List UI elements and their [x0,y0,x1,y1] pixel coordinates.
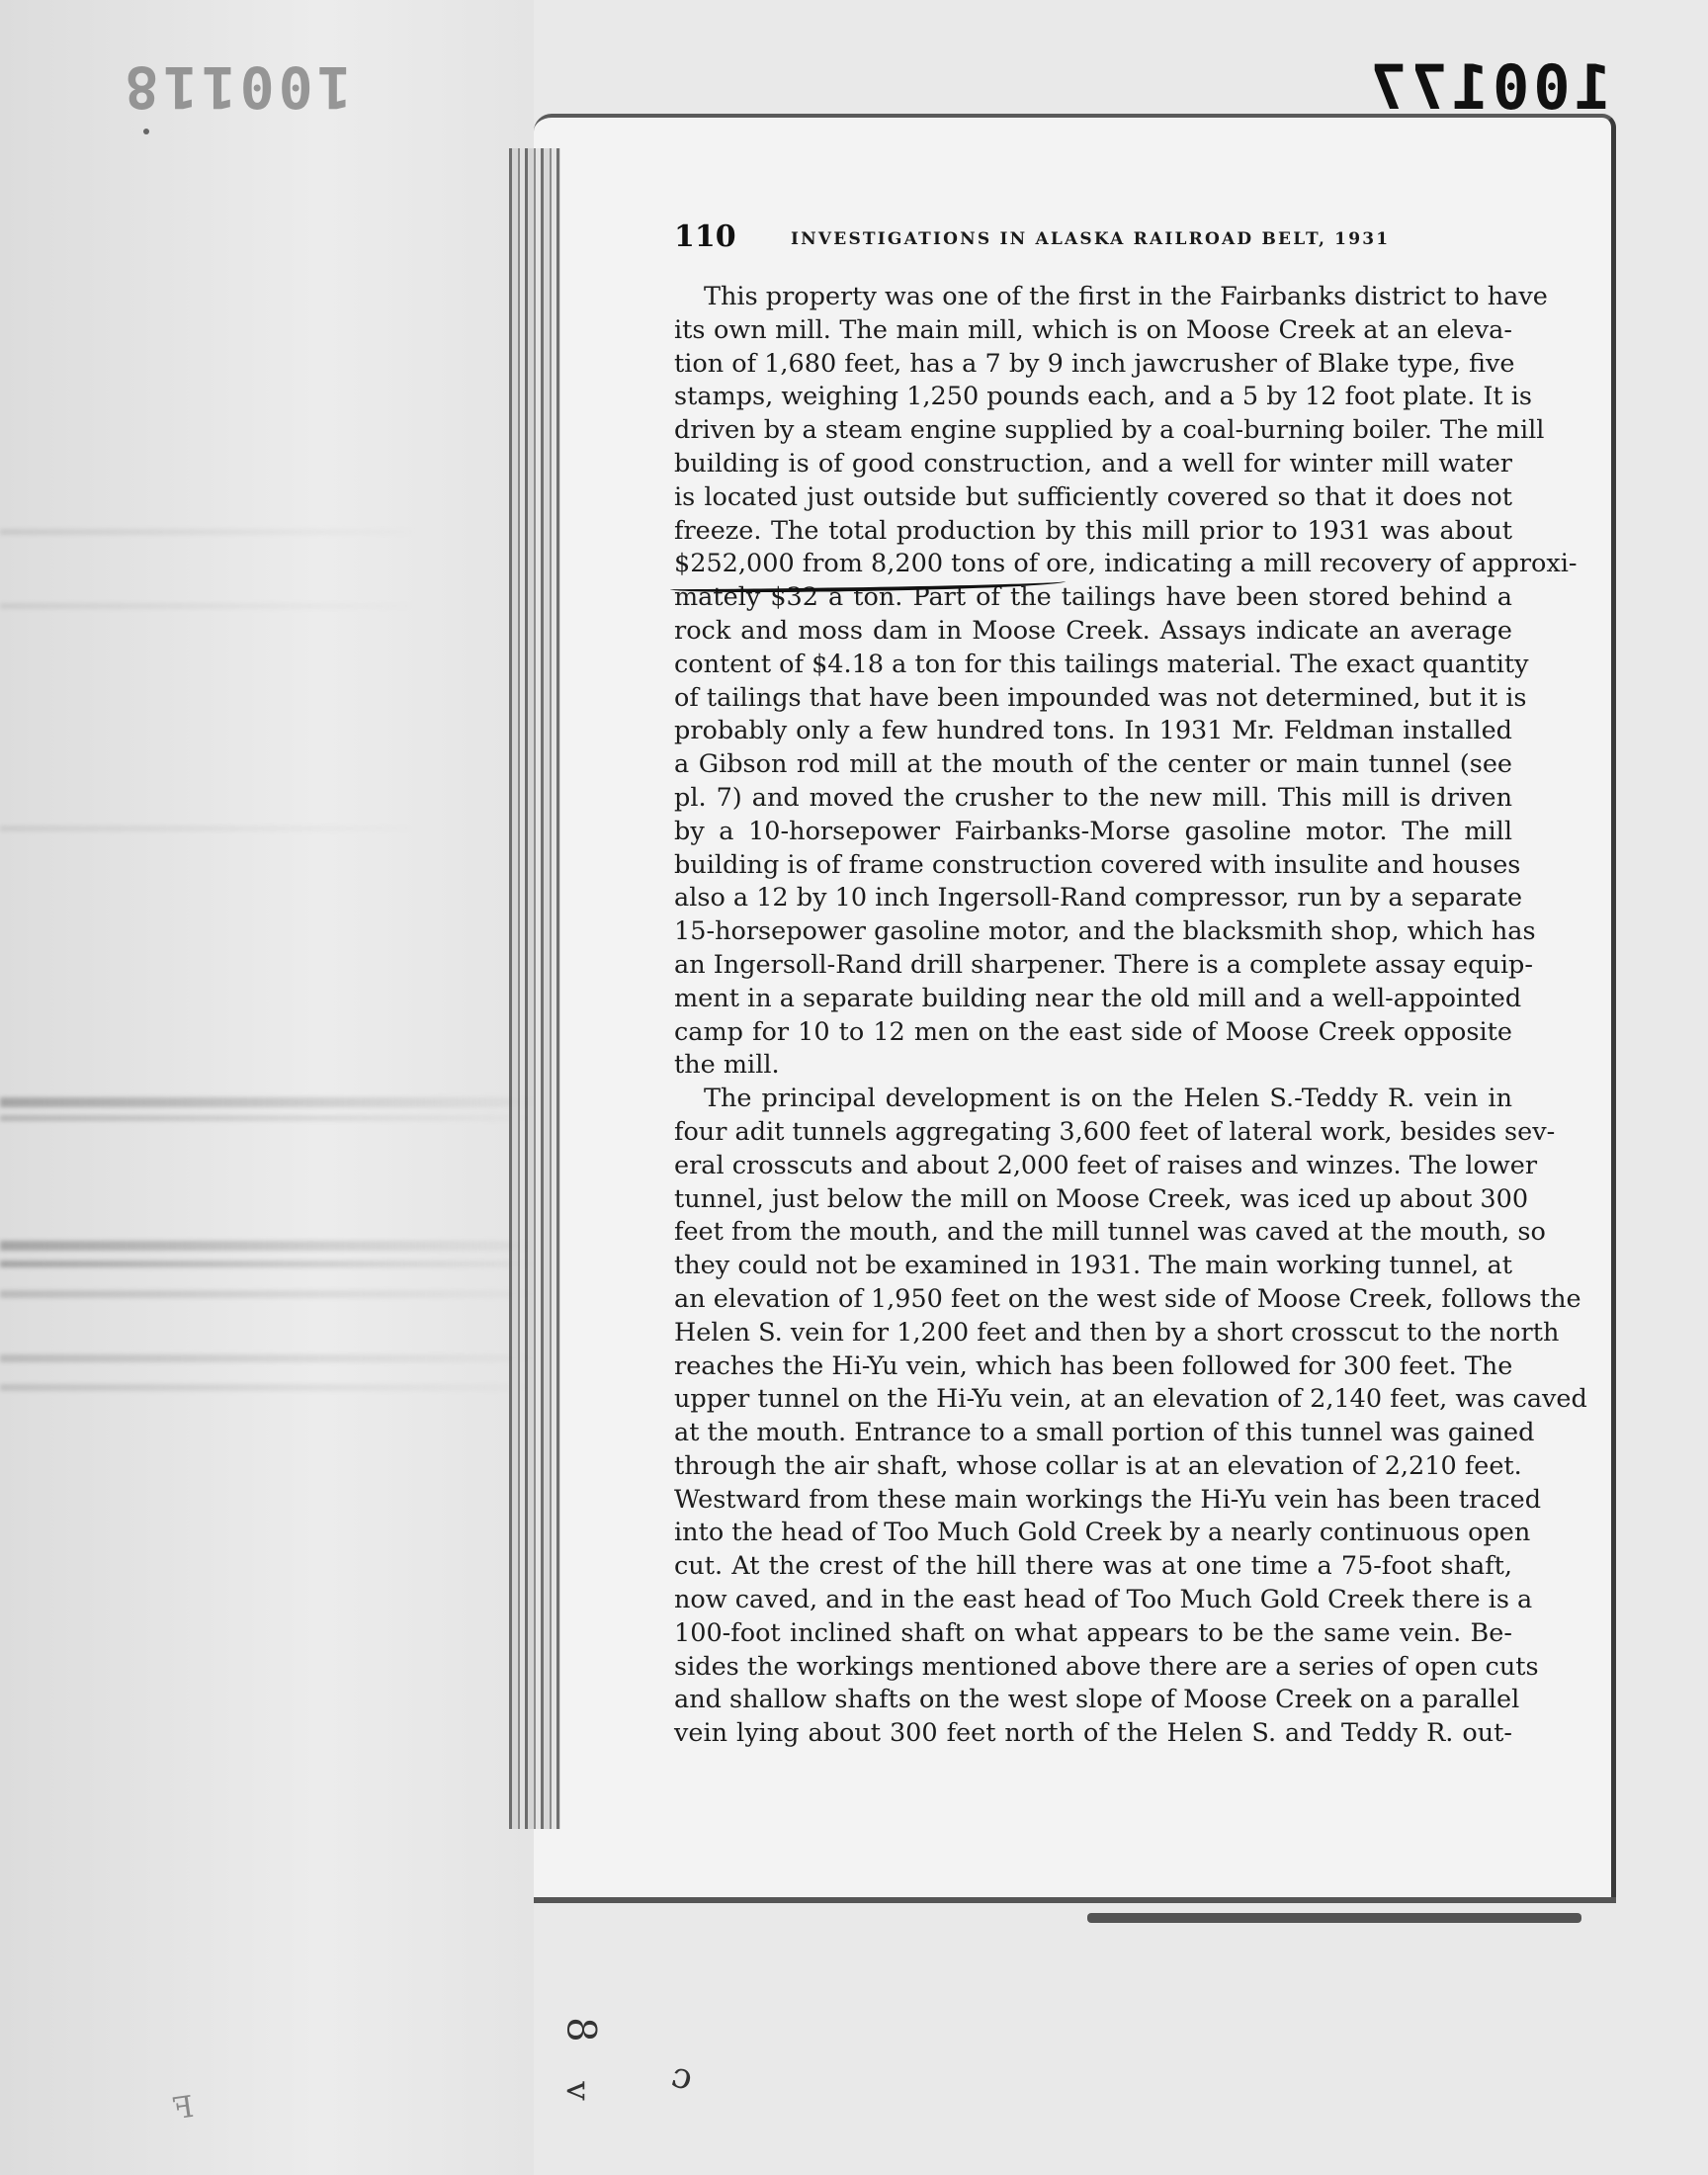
text-line: a Gibson rod mill at the mouth of the center or main tunnel (see [674,749,1512,780]
text-line: four adit tunnels aggregating 3,600 feet of lateral work, besides sev- [674,1116,1556,1147]
handwritten-mark: ꟻ [170,2089,197,2128]
text-line: 15-horsepower gasoline motor, and the blacksmith shop, which has [674,916,1536,947]
page-bottom-edge [1087,1913,1581,1923]
text-line: is located just outside but sufficiently covered so that it does not [674,481,1512,512]
scan-streak [0,1354,554,1362]
text-line: cut. At the crest of the hill there was at one time a 75-foot shaft, [674,1551,1512,1582]
text-line: also a 12 by 10 inch Ingersoll-Rand compressor, run by a separate [674,883,1523,914]
text-line: tunnel, just below the mill on Moose Creek, was iced up about 300 [674,1183,1529,1214]
text-line: 100-foot inclined shaft on what appears to be the same vein. Be- [674,1617,1512,1648]
scan-streak [0,603,415,609]
body-text [674,281,1587,1751]
text-line: The principal development is on the Helen S.-Teddy R. vein in [704,1084,1512,1114]
scan-speck [143,129,149,134]
scan-streak [0,1241,554,1251]
page-number: 110 [674,219,736,254]
text-line: $252,000 from 8,200 tons of ore, indicating a mill recovery of approxi- [674,549,1578,579]
text-line: stamps, weighing 1,250 pounds each, and a 5 by 12 foot plate. It is [674,382,1532,412]
text-line: freeze. The total production by this mill prior to 1931 was about [674,515,1512,546]
text-line: camp for 10 to 12 men on the east side of Moose Creek opposite [674,1016,1512,1047]
text-line: into the head of Too Much Gold Creek by a nearly continuous open [674,1518,1531,1548]
scan-streak [0,1097,554,1107]
text-line: eral crosscuts and about 2,000 feet of raises and winzes. The lower [674,1150,1538,1180]
text-line: by a 10-horsepower Fairbanks-Morse gasoline motor. The mill [674,816,1512,846]
text-line: content of $4.18 a ton for this tailings material. The exact quantity [674,649,1529,679]
text-line: probably only a few hundred tons. In 1931 Mr. Feldman installed [674,716,1512,746]
text-line: of tailings that have been impounded was not determined, but it is [674,682,1527,713]
text-line: reaches the Hi-Yu vein, which has been followed for 300 feet. The [674,1350,1513,1381]
text-line: an elevation of 1,950 feet on the west side of Moose Creek, follows the [674,1283,1581,1314]
text-line: feet from the mouth, and the mill tunnel was caved at the mouth, so [674,1217,1546,1248]
text-line: its own mill. The main mill, which is on Moose Creek at an eleva- [674,314,1512,345]
page-header [674,219,1435,259]
text-line: tion of 1,680 feet, has a 7 by 9 inch jawcrusher of Blake type, five [674,348,1515,379]
text-line: This property was one of the first in the Fairbanks district to have [704,282,1548,311]
text-line: mately $32 a ton. Part of the tailings have been stored behind a [674,582,1512,613]
text-line: and shallow shafts on the west slope of Moose Creek on a parallel [674,1685,1520,1715]
text-line: the mill. [674,1050,780,1081]
scan-streak [0,1384,534,1391]
text-line: vein lying about 300 feet north of the Helen S. and Teddy R. out- [674,1718,1512,1749]
text-line: upper tunnel on the Hi-Yu vein, at an elevation of 2,140 feet, was caved [674,1384,1587,1415]
scan-streak [0,1290,554,1298]
text-line: pl. 7) and moved the crusher to the new mill. This mill is driven [674,782,1512,813]
running-head: INVESTIGATIONS IN ALASKA RAILROAD BELT, 1931 [791,229,1391,249]
scan-streak [0,529,415,535]
scan-streak [0,826,415,831]
text-line: ment in a separate building near the old mill and a well-appointed [674,983,1522,1013]
book-binding-edge [509,148,560,1829]
text-line: building is of good construction, and a well for winter mill water [674,448,1512,478]
scan-streak [0,1261,544,1267]
text-line: an Ingersoll-Rand drill sharpener. There is a complete assay equip- [674,949,1533,980]
scan-left-margin [0,0,534,2175]
archive-stamp-left: 100118 [121,53,352,121]
scan-streak [0,1115,534,1121]
text-line: Helen S. vein for 1,200 feet and then by a short crosscut to the north [674,1317,1560,1348]
text-line: Westward from these main workings the Hi-Yu vein has been traced [674,1484,1542,1515]
handwritten-mark: ɔ [667,2054,698,2099]
handwritten-mark: 8 [557,2017,604,2043]
text-line: they could not be examined in 1931. The main working tunnel, at [674,1251,1512,1281]
text-line: rock and moss dam in Moose Creek. Assays indicate an average [674,615,1512,646]
text-line: driven by a steam engine supplied by a coal-burning boiler. The mill [674,415,1545,446]
handwritten-mark: v [557,2081,598,2101]
text-line: building is of frame construction covered with insulite and houses [674,849,1521,880]
text-line: at the mouth. Entrance to a small portion of this tunnel was gained [674,1418,1535,1448]
archive-stamp-right: 100177 [1366,51,1611,124]
text-line: through the air shaft, whose collar is at an elevation of 2,210 feet. [674,1450,1522,1481]
text-line: sides the workings mentioned above there are a series of open cuts [674,1651,1539,1682]
text-line: now caved, and in the east head of Too Much Gold Creek there is a [674,1585,1533,1615]
